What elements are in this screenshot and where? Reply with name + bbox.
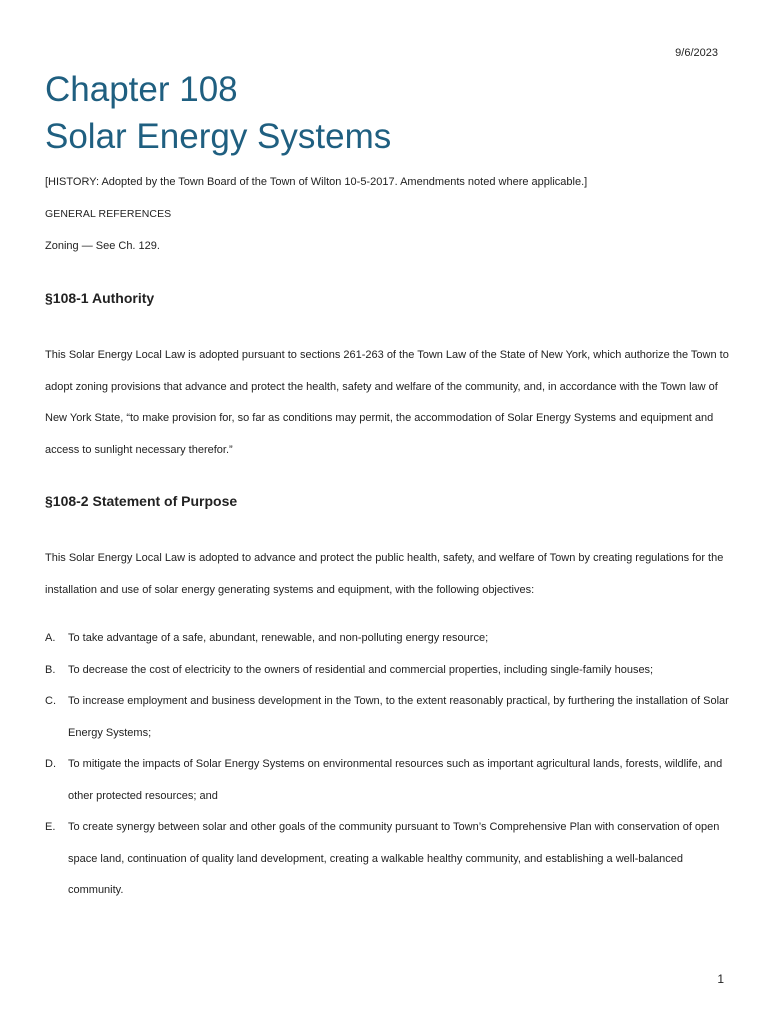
list-item-letter: E. xyxy=(45,821,56,833)
list-item-text: To take advantage of a safe, abundant, renewable, and non-polluting energy resource; xyxy=(68,632,489,644)
list-item-letter: B. xyxy=(45,663,56,676)
general-references-label: GENERAL REFERENCES xyxy=(45,208,172,220)
list-item xyxy=(45,623,735,655)
chapter-name: Solar Energy Systems xyxy=(45,117,392,156)
list-item-text: To create synergy between solar and other goals of the community pursuant to Town’s Comprehensive Plan with conservation of open space land, continuation of quality land development, creating a walkable healthy community, and establishing a well-balanced community. xyxy=(68,821,720,896)
list-item xyxy=(45,686,735,749)
list-item xyxy=(45,749,735,812)
objectives-list xyxy=(45,623,735,907)
list-item-text: To mitigate the impacts of Solar Energy Systems on environmental resources such as important agricultural lands, forests, wildlife, and other protected resources; and xyxy=(68,758,723,802)
list-item-letter: C. xyxy=(45,695,56,707)
list-item-text: To decrease the cost of electricity to the owners of residential and commercial properties, including single-family houses; xyxy=(68,663,654,676)
section-heading-authority: §108-1 Authority xyxy=(45,290,155,306)
list-item-letter: A. xyxy=(45,632,56,644)
section-heading-purpose: §108-2 Statement of Purpose xyxy=(45,493,238,509)
list-item-text: To increase employment and business development in the Town, to the extent reasonably practical, by furthering the installation of Solar Energy Systems; xyxy=(68,695,729,739)
document-date: 9/6/2023 xyxy=(675,47,718,59)
chapter-number: Chapter 108 xyxy=(45,70,238,109)
section-paragraph-purpose: This Solar Energy Local Law is adopted to advance and protect the public health, safety, and welfare of Town by creating regulations for the installation and use of solar energy generating systems and equipment, with the following objectives: xyxy=(45,552,724,596)
list-item xyxy=(45,812,735,907)
history-note: [HISTORY: Adopted by the Town Board of the Town of Wilton 10-5-2017. Amendments noted where applicable.] xyxy=(45,176,588,188)
list-item-letter: D. xyxy=(45,758,56,770)
page-number: 1 xyxy=(717,972,724,986)
chapter-title xyxy=(45,66,391,160)
section-paragraph-authority: This Solar Energy Local Law is adopted pursuant to sections 261-263 of the Town Law of the State of New York, which authorize the Town to adopt zoning provisions that advance and protect the health, safety and welfare of the community, and, in accordance with the Town law of New York State, “to make provision for, so far as conditions may permit, the accommodation of Solar Energy Systems and equipment and access to sunlight necessary therefor.” xyxy=(45,349,729,456)
list-item xyxy=(45,655,735,687)
zoning-reference: Zoning — See Ch. 129. xyxy=(45,240,160,252)
